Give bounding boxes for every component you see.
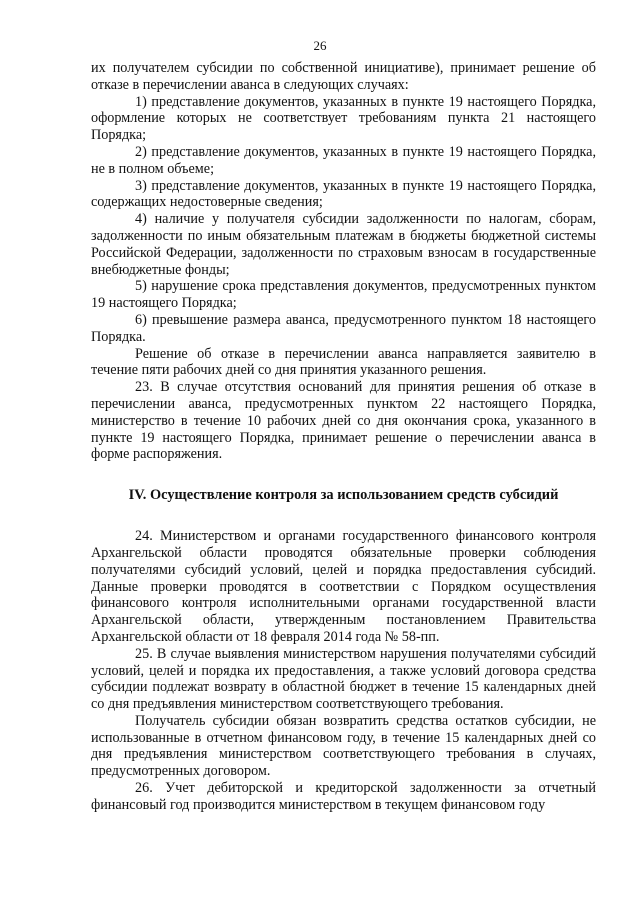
document-body	[91, 60, 596, 814]
paragraph-refusal-notice: Решение об отказе в перечислении аванса направляется заявителю в течение пяти рабочих дней со дня принятия указанного решения.	[91, 345, 596, 379]
list-item-4: 4) наличие у получателя субсидии задолженности по налогам, сборам, задолженности по иным обязательным платежам в бюджеты бюджетной системы Российской Федерации, задолженности по страховым взносам в государственные внебюджетные фонды;	[91, 211, 596, 278]
list-item-1: 1) представление документов, указанных в пункте 19 настоящего Порядка, оформление которых не соответствует требованиям пункта 21 настоящего Порядка;	[91, 93, 596, 144]
paragraph-continuation: их получателем субсидии по собственной инициативе), принимает решение об отказе в перечислении аванса в следующих случаях:	[91, 60, 596, 93]
paragraph-23: 23. В случае отсутствия оснований для принятия решения об отказе в перечислении аванса, предусмотренных пунктом 22 настоящего Порядка, министерство в течение 10 рабочих дней со дня окончания срока, указанного в пункте 19 настоящего Порядка, принимает решение о перечислении аванса в форме распоряжения.	[91, 379, 596, 463]
list-item-5: 5) нарушение срока представления документов, предусмотренных пунктом 19 настоящего Порядка;	[91, 278, 596, 312]
section-heading: IV. Осуществление контроля за использованием средств субсидий	[128, 487, 559, 504]
paragraph-remainder-return: Получатель субсидии обязан возвратить средства остатков субсидии, не использованные в отчетном финансовом году, в течение 15 календарных дней со дня предъявления министерством соответствующего требования в случаях, предусмотренных договором.	[91, 712, 596, 780]
paragraph-25: 25. В случае выявления министерством нарушения получателями субсидий условий, целей и порядка их предоставления, а также условий договора средства субсидии подлежат возврату в областной бюджет в течение 15 календарных дней со дня предъявления министерством соответствующего требования.	[91, 645, 596, 713]
list-item-3: 3) представление документов, указанных в пункте 19 настоящего Порядка, содержащих недостоверные сведения;	[91, 177, 596, 211]
paragraph-24: 24. Министерством и органами государственного финансового контроля Архангельской области проводятся обязательные проверки соблюдения получателями субсидий условий, целей и порядка предоставления субсидий. Данные проверки проводятся в соответствии с Порядком осуществления финансового контроля исполнительными органами государственной власти Архангельской области, утвержденным постановлением Правительства Архангельской области от 18 февраля 2014 года № 58-пп.	[91, 528, 596, 645]
paragraph-26: 26. Учет дебиторской и кредиторской задолженности за отчетный финансовый год производится министерством в текущем финансовом году	[91, 780, 596, 813]
page-number: 26	[313, 38, 327, 53]
list-item-2: 2) представление документов, указанных в пункте 19 настоящего Порядка, не в полном объеме;	[91, 143, 596, 177]
list-item-6: 6) превышение размера аванса, предусмотренного пунктом 18 настоящего Порядка.	[91, 311, 596, 345]
